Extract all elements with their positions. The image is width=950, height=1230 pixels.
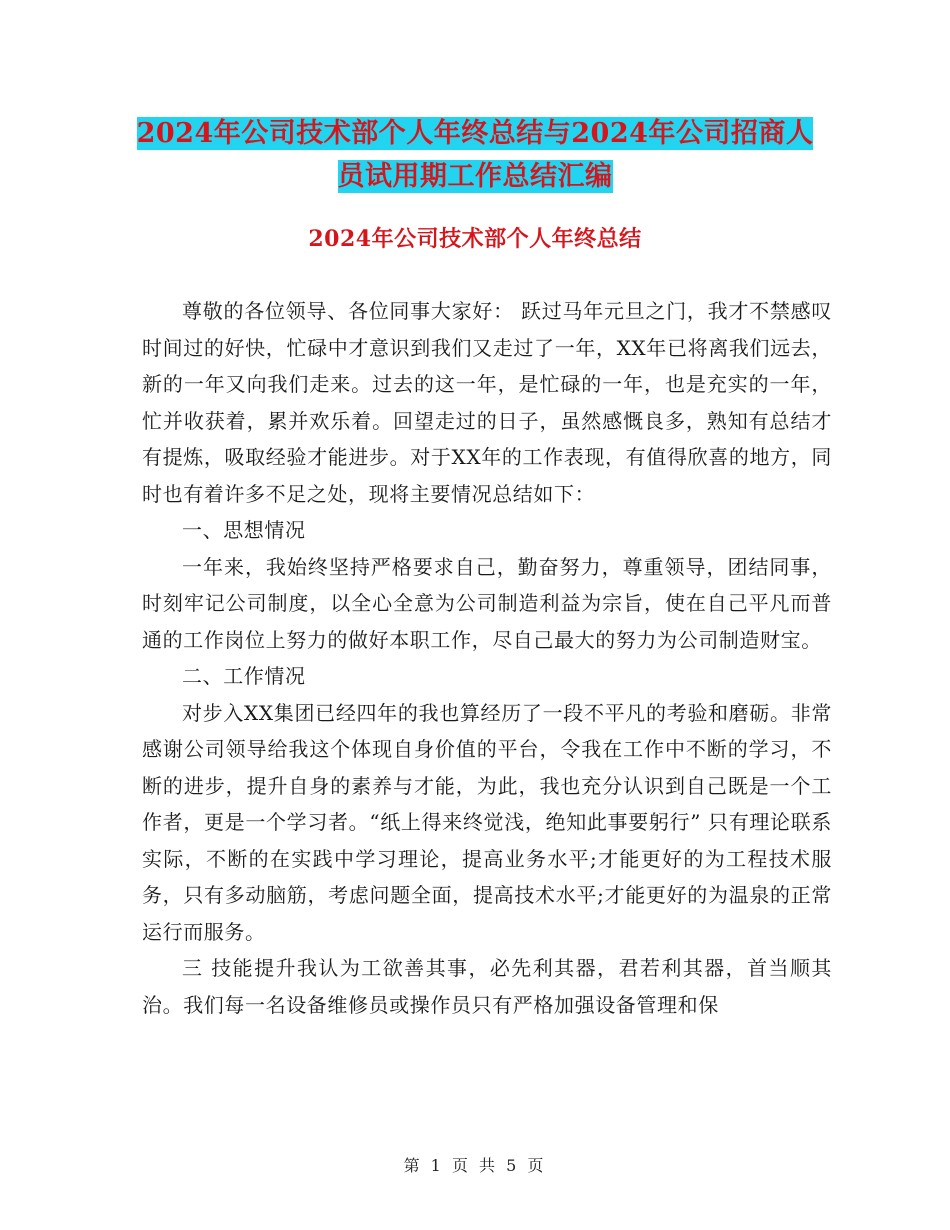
heading-work: 二、工作情况 (182, 664, 306, 688)
paragraph-thoughts: 一年来，我始终坚持严格要求自己，勤奋努力，尊重领导，团结同事，时刻牢记公司制度，以全心全意为公司制造利益为宗旨，使在自己平凡而普通的工作岗位上努力的做好本职工作，尽自己最大的努力为公司制造财宝。 (142, 554, 832, 652)
paragraph-intro: 尊敬的各位领导、各位同事大家好： 跃过马年元旦之门，我才不禁感叹时间过的好快，忙碌中才意识到我们又走过了一年，XX年已将离我们远去，新的一年又向我们走来。过去的这一年，是忙碌的一年，也是充实的一年，忙并收获着，累并欢乐着。回望走过的日子，虽然感慨良多，熟知有总结才有提炼，吸取经验才能进步。对于XX年的工作表现，有值得欣喜的地方，同时也有着许多不足之处，现将主要情况总结如下： (142, 299, 832, 506)
document-title (120, 112, 830, 198)
paragraph-skills: 三 技能提升我认为工欲善其事，必先利其器，君若利其器，首当顺其治。我们每一名设备维修员或操作员只有严格加强设备管理和保 (142, 956, 832, 1017)
title-line-2: 员试用期工作总结汇编 (337, 161, 613, 192)
section-title: 2024年公司技术部个人年终总结 (308, 226, 642, 252)
document-body (142, 293, 832, 1023)
heading-thoughts: 一、思想情况 (182, 518, 306, 542)
paragraph-work: 对步入XX集团已经四年的我也算经历了一段不平凡的考验和磨砺。非常感谢公司领导给我这个体现自身价值的平台，令我在工作中不断的学习，不断的进步，提升自身的素养与才能，为此，我也充分认识到自己既是一个工作者，更是一个学习者。“纸上得来终觉浅，绝知此事要躬行” 只有理论联系实际，不断的在实践中学习理论，提高业务水平;才能更好的为工程技术服务，只有多动脑筋，考虑问题全面，提高技术水平;才能更好的为温泉的正常运行而服务。 (142, 700, 832, 944)
title-line-1: 2024年公司技术部个人年终总结与2024年公司招商人 (136, 118, 814, 149)
page-footer: 第 1 页 共 5 页 (403, 1156, 547, 1175)
